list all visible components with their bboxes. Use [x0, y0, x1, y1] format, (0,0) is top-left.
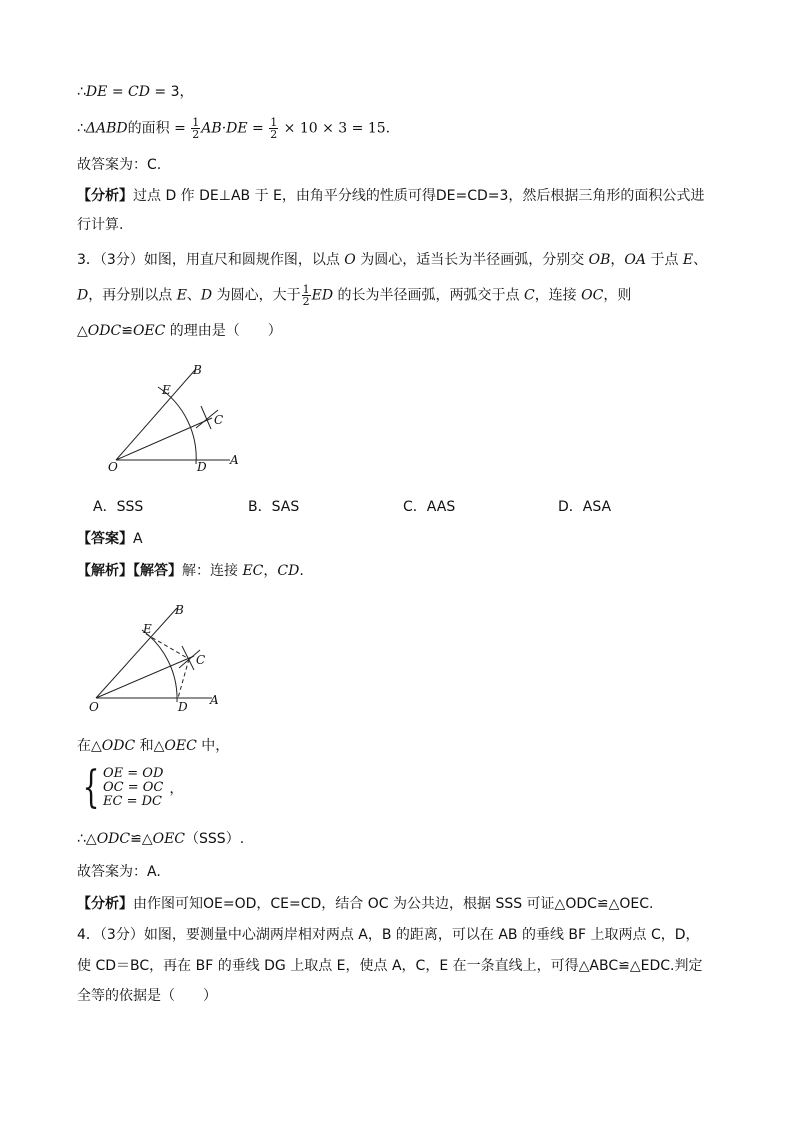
math-cd: CD [128, 84, 150, 100]
step-area [77, 117, 390, 140]
analysis-line-2 [77, 894, 654, 914]
text: ， [610, 252, 625, 268]
dashed-cd [178, 659, 189, 698]
math-oa: OA [624, 252, 647, 268]
text: （SSS）. [185, 831, 245, 847]
math-oec: OEC [132, 323, 166, 339]
left-brace: { [82, 762, 100, 813]
answer-line [77, 529, 143, 549]
equation-system [77, 762, 184, 813]
fraction-half [269, 117, 278, 140]
math-odc: ODC [101, 738, 136, 754]
label-e: E [143, 622, 152, 636]
label-b: B [175, 603, 184, 617]
construction-figure-1 [100, 360, 260, 480]
math-c: C [523, 287, 535, 304]
math-ec: EC [242, 563, 264, 579]
q3-line-3 [77, 321, 282, 341]
label-e: E [162, 383, 171, 397]
analysis-line [77, 186, 704, 206]
ray-ob [96, 608, 177, 698]
text: 在△ [77, 738, 102, 754]
arc-mark-2 [182, 646, 194, 670]
therefore-symbol: ∴ [77, 84, 86, 100]
label-o: O [89, 700, 99, 714]
system-row-3: EC = DC [103, 794, 162, 809]
label-a: A [210, 693, 219, 707]
analysis-text: 由作图可知OE=OD，CE=CD，结合 OC 为公共边，根据 SSS 可证△ODC≌△OEC. [133, 896, 654, 912]
system-tail: ， [169, 781, 184, 797]
text: 为圆心，大于 [212, 287, 301, 304]
ray-oc [96, 656, 194, 698]
equals: = [169, 120, 191, 137]
math-e: E [682, 252, 694, 268]
solution-line [77, 561, 304, 581]
denominator: 2 [270, 128, 278, 141]
option-c[interactable]: C．AAS [403, 499, 456, 515]
math-de: DE [85, 84, 108, 100]
option-a[interactable]: A．SSS [93, 499, 144, 515]
system-row-1: OE = OD [103, 766, 164, 781]
arc-ed [158, 387, 196, 464]
label-o: O [108, 460, 118, 474]
math-ed: ED [311, 287, 334, 304]
denominator: 2 [302, 295, 310, 308]
congruent-symbol: ≌ [121, 323, 133, 339]
math-ab-de: AB·DE [201, 120, 248, 137]
fraction-half [302, 284, 311, 307]
construction-figure-2 [82, 598, 242, 718]
text: 解：连接 [182, 563, 243, 579]
math-oec: OEC [152, 831, 186, 847]
label-c: C [214, 413, 224, 427]
fraction-half [191, 117, 200, 140]
option-d[interactable]: D．ASA [558, 499, 612, 515]
math-d: D [77, 287, 89, 304]
math-product: × 10 × 3 = 15. [279, 120, 391, 137]
text: ，连接 [534, 287, 582, 304]
q4-line-2: 使 CD＝BC，再在 BF 的垂线 DG 上取点 E，使点 A，C，E 在一条直线上，可得△ABC≌△EDC.判定 [77, 958, 703, 974]
numerator: 1 [192, 116, 200, 129]
text: ，则 [603, 287, 632, 304]
text: 和△ [135, 738, 165, 754]
q3-line-1 [77, 250, 707, 270]
math-odc: ODC [87, 323, 122, 339]
solution-tag: 【解析】【解答】 [77, 563, 182, 579]
math-oec: OEC [164, 738, 197, 754]
equals: = [247, 120, 269, 137]
text: 为圆心，适当长为半径画弧，分别交 [355, 252, 589, 268]
label-d: D [197, 460, 207, 474]
system-row-2: OC = OC [103, 780, 164, 795]
value-3: = 3， [149, 84, 194, 100]
text: 3．（3分）如图，用直尺和圆规作图，以点 [77, 252, 345, 268]
therefore-symbol: ∴ [77, 120, 86, 137]
analysis-tag: 【分析】 [77, 188, 133, 204]
numerator: 1 [270, 116, 278, 129]
answer-line-c: 故答案为：C. [77, 157, 162, 173]
analysis-tag: 【分析】 [77, 896, 133, 912]
math-ob: OB [588, 252, 611, 268]
text: 、 [693, 252, 708, 268]
system-rows [103, 767, 163, 809]
triangle-symbol: △ [77, 323, 88, 339]
text: 的长为半径画弧，两弧交于点 [333, 287, 524, 304]
text: 于点 [646, 252, 683, 268]
math-d: D [200, 287, 213, 304]
numerator: 1 [302, 283, 310, 296]
text: ，再分别以点 [88, 287, 177, 304]
answer-text: A [133, 531, 143, 547]
q4-line-3: 全等的依据是（ ） [77, 988, 217, 1004]
conclusion-line [77, 829, 244, 849]
text: 中， [196, 738, 230, 754]
q3-line-2 [77, 284, 631, 307]
area-label: 的面积 [127, 120, 170, 137]
text: ≌△ [130, 831, 153, 847]
analysis-text: 过点 D 作 DE⊥AB 于 E，由角平分线的性质可得DE=CD=3，然后根据三角形的面积公式进 [133, 188, 705, 204]
answer-tag: 【答案】 [77, 531, 133, 547]
text: ， [263, 563, 278, 579]
text: ∴△ [77, 831, 97, 847]
ray-oc [116, 418, 212, 460]
math-cd: CD [277, 563, 300, 579]
option-b[interactable]: B．SAS [248, 499, 300, 515]
q4-line-1: 4．（3分）如图，要测量中心湖两岸相对两点 A，B 的距离，可以在 AB 的垂线 BF 上取两点 C，D， [77, 927, 700, 943]
in-triangles-line [77, 736, 229, 756]
step-de-equals-cd [77, 82, 194, 102]
label-d: D [178, 700, 188, 714]
answer-line-a: 故答案为：A. [77, 864, 161, 880]
math-e: E [176, 287, 187, 304]
denominator: 2 [192, 128, 200, 141]
math-o: O [344, 252, 356, 268]
text: . [299, 563, 304, 579]
text: 的理由是（ ） [165, 323, 282, 339]
text: 、 [186, 287, 201, 304]
equals: = [107, 84, 129, 100]
math-triangle-abd: ΔABD [85, 120, 128, 137]
math-oc: OC [581, 287, 604, 304]
math-odc: ODC [96, 831, 131, 847]
ray-ob [116, 370, 195, 460]
label-b: B [193, 363, 202, 377]
label-c: C [196, 653, 206, 667]
label-a: A [230, 453, 239, 467]
analysis-line-cont: 行计算. [77, 217, 124, 233]
